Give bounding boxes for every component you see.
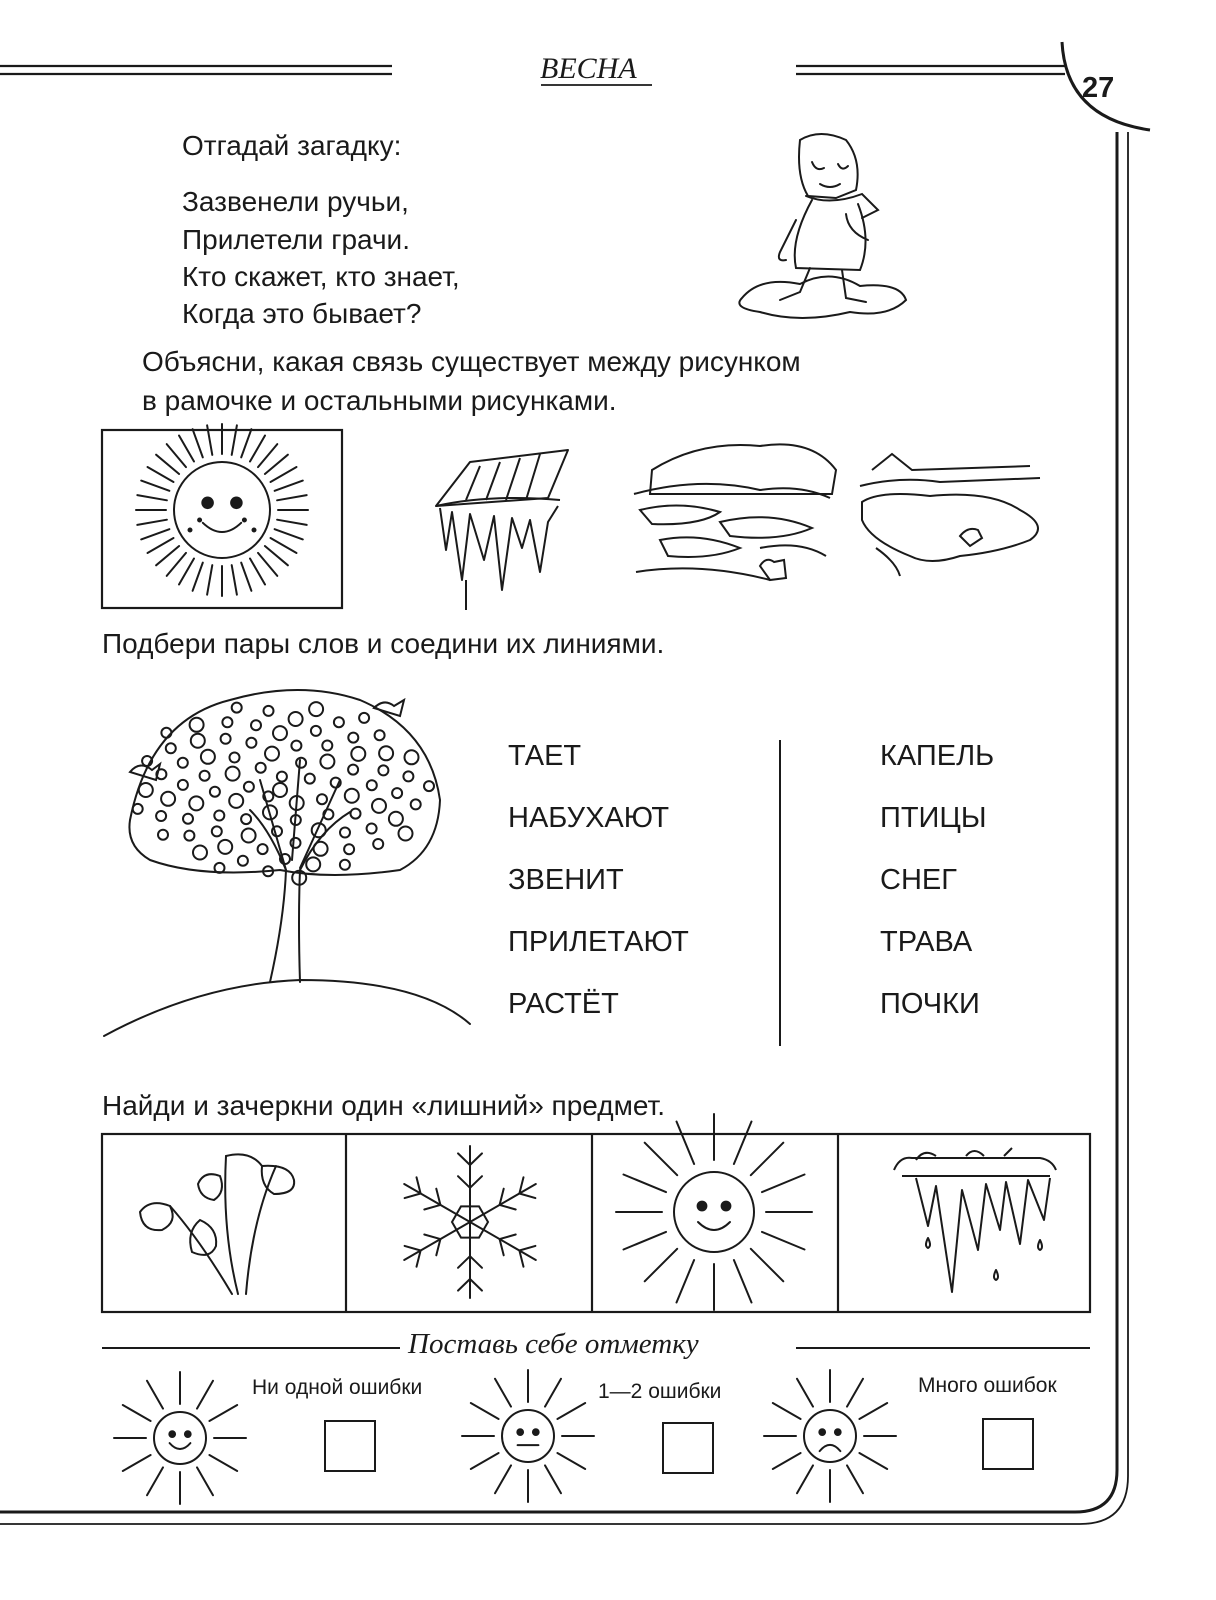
neutral-sun-icon [462,1370,594,1502]
grid-sun-icon [616,1114,812,1310]
grade-checkbox-few-errors[interactable] [662,1422,714,1474]
icicle-roof-illustration [436,450,568,610]
spring-tree-illustration [104,690,470,1036]
right-word[interactable]: ПТИЦЫ [880,802,987,834]
right-word[interactable]: КАПЕЛЬ [880,740,995,772]
task-connection-text: в рамочке и остальными рисунками. [142,385,617,416]
sad-sun-icon [764,1370,896,1502]
riddle-line: Прилетели грачи. [182,224,410,255]
grade-label: 1—2 ошибки [598,1380,722,1403]
riddle-line: Кто скажет, кто знает, [182,261,460,292]
grading-title: Поставь себе отметку [408,1328,699,1360]
grade-checkbox-no-errors[interactable] [324,1420,376,1472]
boy-walking-illustration [739,134,906,318]
grade-label: Много ошибок [918,1374,1057,1397]
header-rule-left [0,66,392,74]
framed-sun-icon [136,424,308,596]
page-number: 27 [1082,72,1115,104]
task-connection-text: Объясни, какая связь существует между рисунком [142,346,801,377]
left-word[interactable]: ТАЕТ [508,740,582,772]
right-word[interactable]: ТРАВА [880,926,973,958]
left-word[interactable]: ПРИЛЕТАЮТ [508,926,689,958]
header-rule-right [796,66,1065,74]
header-title: ВЕСНА [540,52,637,85]
right-word[interactable]: СНЕГ [880,864,957,896]
task-odd-instruction: Найди и зачеркни один «лишний» предмет. [102,1090,665,1121]
melting-river-illustration [634,444,836,580]
snowflake-icon [404,1146,536,1298]
riddle-prompt: Отгадай загадку: [182,130,402,161]
happy-sun-icon [114,1372,246,1504]
snowdrop-icon [140,1154,294,1294]
puddle-illustration [860,454,1040,576]
riddle-line: Зазвенели ручьи, [182,186,409,217]
left-word[interactable]: ЗВЕНИТ [508,864,624,896]
grade-label: Ни одной ошибки [252,1376,423,1399]
icicles-icon [894,1148,1056,1292]
task-pairs-instruction: Подбери пары слов и соедини их линиями. [102,628,665,659]
right-word[interactable]: ПОЧКИ [880,988,980,1020]
left-word[interactable]: НАБУХАЮТ [508,802,670,834]
grade-checkbox-many-errors[interactable] [982,1418,1034,1470]
left-word[interactable]: РАСТЁТ [508,988,619,1020]
riddle-line: Когда это бывает? [182,298,422,329]
